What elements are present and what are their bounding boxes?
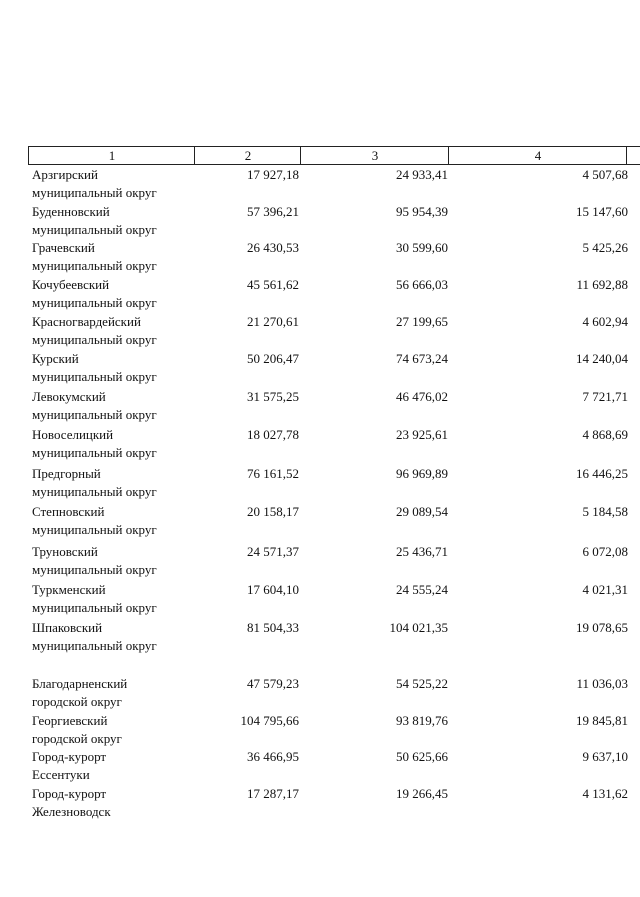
row-value-col3: 56 666,03 bbox=[396, 277, 448, 292]
row-value-col3: 24 933,41 bbox=[396, 167, 448, 182]
row-value-col3: 46 476,02 bbox=[396, 389, 448, 404]
row-name-line2: Ессентуки bbox=[32, 767, 90, 782]
row-name bbox=[32, 426, 192, 462]
row-name bbox=[32, 619, 192, 655]
row-value-col3: 27 199,65 bbox=[396, 314, 448, 329]
row-name-line1: Предгорный bbox=[32, 466, 101, 481]
row-name-line1: Благодарненский bbox=[32, 676, 128, 691]
table-row bbox=[0, 619, 640, 655]
row-name-line1: Арзгирский bbox=[32, 167, 98, 182]
row-name-line1: Труновский bbox=[32, 544, 98, 559]
table-row bbox=[0, 581, 640, 617]
row-name-line1: Степновский bbox=[32, 504, 105, 519]
row-value-col4: 6 072,08 bbox=[582, 544, 628, 559]
table-row bbox=[0, 388, 640, 424]
row-value-col3: 50 625,66 bbox=[396, 749, 448, 764]
row-value-col3: 29 089,54 bbox=[396, 504, 448, 519]
row-value-col2: 21 270,61 bbox=[247, 314, 299, 329]
table-row bbox=[0, 276, 640, 312]
row-value-col4: 9 637,10 bbox=[582, 749, 628, 764]
row-name bbox=[32, 785, 192, 821]
row-name-line2: муниципальный округ bbox=[32, 258, 157, 273]
row-value-col4: 4 868,69 bbox=[582, 427, 628, 442]
table-row bbox=[0, 712, 640, 748]
header-col-2: 2 bbox=[194, 147, 301, 164]
row-name bbox=[32, 465, 192, 501]
table-row bbox=[0, 543, 640, 579]
row-value-col3: 30 599,60 bbox=[396, 240, 448, 255]
row-name-line1: Кочубеевский bbox=[32, 277, 110, 292]
row-value-col2: 17 604,10 bbox=[247, 582, 299, 597]
header-col-3: 3 bbox=[300, 147, 449, 164]
row-name bbox=[32, 313, 192, 349]
table-row bbox=[0, 313, 640, 349]
row-value-col2: 26 430,53 bbox=[247, 240, 299, 255]
row-name bbox=[32, 239, 192, 275]
row-name-line2: муниципальный округ bbox=[32, 295, 157, 310]
row-name-line1: Шпаковский bbox=[32, 620, 103, 635]
row-name-line1: Новоселицкий bbox=[32, 427, 114, 442]
row-name bbox=[32, 388, 192, 424]
row-value-col3: 24 555,24 bbox=[396, 582, 448, 597]
table-row bbox=[0, 350, 640, 386]
row-name bbox=[32, 350, 192, 386]
row-value-col4: 4 131,62 bbox=[582, 786, 628, 801]
row-value-col2: 104 795,66 bbox=[240, 713, 299, 728]
row-name bbox=[32, 276, 192, 312]
table-row bbox=[0, 748, 640, 784]
row-value-col2: 57 396,21 bbox=[247, 204, 299, 219]
row-value-col3: 104 021,35 bbox=[389, 620, 448, 635]
header-col-1: 1 bbox=[28, 147, 195, 164]
row-name-line2: муниципальный округ bbox=[32, 222, 157, 237]
row-name-line1: Буденновский bbox=[32, 204, 110, 219]
row-name-line2: муниципальный округ bbox=[32, 445, 157, 460]
row-name-line2: муниципальный округ bbox=[32, 484, 157, 499]
row-value-col4: 19 078,65 bbox=[576, 620, 628, 635]
row-name-line2: муниципальный округ bbox=[32, 185, 157, 200]
row-value-col2: 31 575,25 bbox=[247, 389, 299, 404]
row-value-col2: 50 206,47 bbox=[247, 351, 299, 366]
row-name bbox=[32, 712, 192, 748]
row-name-line2: муниципальный округ bbox=[32, 332, 157, 347]
row-name-line2: Железноводск bbox=[32, 804, 111, 819]
row-value-col3: 74 673,24 bbox=[396, 351, 448, 366]
row-value-col2: 45 561,62 bbox=[247, 277, 299, 292]
row-value-col3: 25 436,71 bbox=[396, 544, 448, 559]
table-row bbox=[0, 503, 640, 539]
row-value-col3: 19 266,45 bbox=[396, 786, 448, 801]
row-name-line2: муниципальный округ bbox=[32, 369, 157, 384]
row-name-line1: Красногвардейский bbox=[32, 314, 141, 329]
row-value-col2: 17 287,17 bbox=[247, 786, 299, 801]
row-value-col4: 19 845,81 bbox=[576, 713, 628, 728]
table-row bbox=[0, 675, 640, 711]
row-name bbox=[32, 543, 192, 579]
row-value-col2: 47 579,23 bbox=[247, 676, 299, 691]
header-col-5 bbox=[626, 147, 640, 164]
row-value-col4: 14 240,04 bbox=[576, 351, 628, 366]
row-name-line2: городской округ bbox=[32, 731, 122, 746]
row-name-line2: городской округ bbox=[32, 694, 122, 709]
row-name-line2: муниципальный округ bbox=[32, 522, 157, 537]
row-value-col2: 18 027,78 bbox=[247, 427, 299, 442]
table-row bbox=[0, 203, 640, 239]
row-value-col4: 16 446,25 bbox=[576, 466, 628, 481]
row-name-line2: муниципальный округ bbox=[32, 600, 157, 615]
row-name-line1: Георгиевский bbox=[32, 713, 108, 728]
row-value-col4: 4 507,68 bbox=[582, 167, 628, 182]
row-value-col2: 81 504,33 bbox=[247, 620, 299, 635]
table-row bbox=[0, 465, 640, 501]
row-name bbox=[32, 166, 192, 202]
row-name bbox=[32, 503, 192, 539]
row-name bbox=[32, 203, 192, 239]
table-row bbox=[0, 166, 640, 202]
row-value-col2: 24 571,37 bbox=[247, 544, 299, 559]
row-value-col4: 5 184,58 bbox=[582, 504, 628, 519]
row-value-col4: 11 692,88 bbox=[576, 277, 628, 292]
row-value-col3: 23 925,61 bbox=[396, 427, 448, 442]
row-value-col3: 93 819,76 bbox=[396, 713, 448, 728]
row-name-line1: Курский bbox=[32, 351, 79, 366]
row-value-col3: 96 969,89 bbox=[396, 466, 448, 481]
row-value-col3: 54 525,22 bbox=[396, 676, 448, 691]
row-name-line2: муниципальный округ bbox=[32, 562, 157, 577]
row-value-col3: 95 954,39 bbox=[396, 204, 448, 219]
row-name-line1: Грачевский bbox=[32, 240, 95, 255]
row-name-line1: Город-курорт bbox=[32, 749, 107, 764]
row-name bbox=[32, 748, 192, 784]
row-value-col4: 11 036,03 bbox=[576, 676, 628, 691]
row-name-line1: Город-курорт bbox=[32, 786, 107, 801]
row-value-col2: 17 927,18 bbox=[247, 167, 299, 182]
row-value-col4: 4 021,31 bbox=[582, 582, 628, 597]
table-header bbox=[28, 146, 640, 165]
table-row bbox=[0, 785, 640, 821]
row-name bbox=[32, 675, 192, 711]
table-row bbox=[0, 426, 640, 462]
row-value-col2: 36 466,95 bbox=[247, 749, 299, 764]
row-name-line1: Туркменский bbox=[32, 582, 106, 597]
header-col-4: 4 bbox=[448, 147, 627, 164]
row-value-col2: 76 161,52 bbox=[247, 466, 299, 481]
row-value-col4: 15 147,60 bbox=[576, 204, 628, 219]
row-value-col4: 4 602,94 bbox=[582, 314, 628, 329]
row-name-line1: Левокумский bbox=[32, 389, 106, 404]
row-name bbox=[32, 581, 192, 617]
row-value-col4: 5 425,26 bbox=[582, 240, 628, 255]
row-name-line2: муниципальный округ bbox=[32, 638, 157, 653]
row-value-col4: 7 721,71 bbox=[582, 389, 628, 404]
row-value-col2: 20 158,17 bbox=[247, 504, 299, 519]
row-name-line2: муниципальный округ bbox=[32, 407, 157, 422]
table-row bbox=[0, 239, 640, 275]
